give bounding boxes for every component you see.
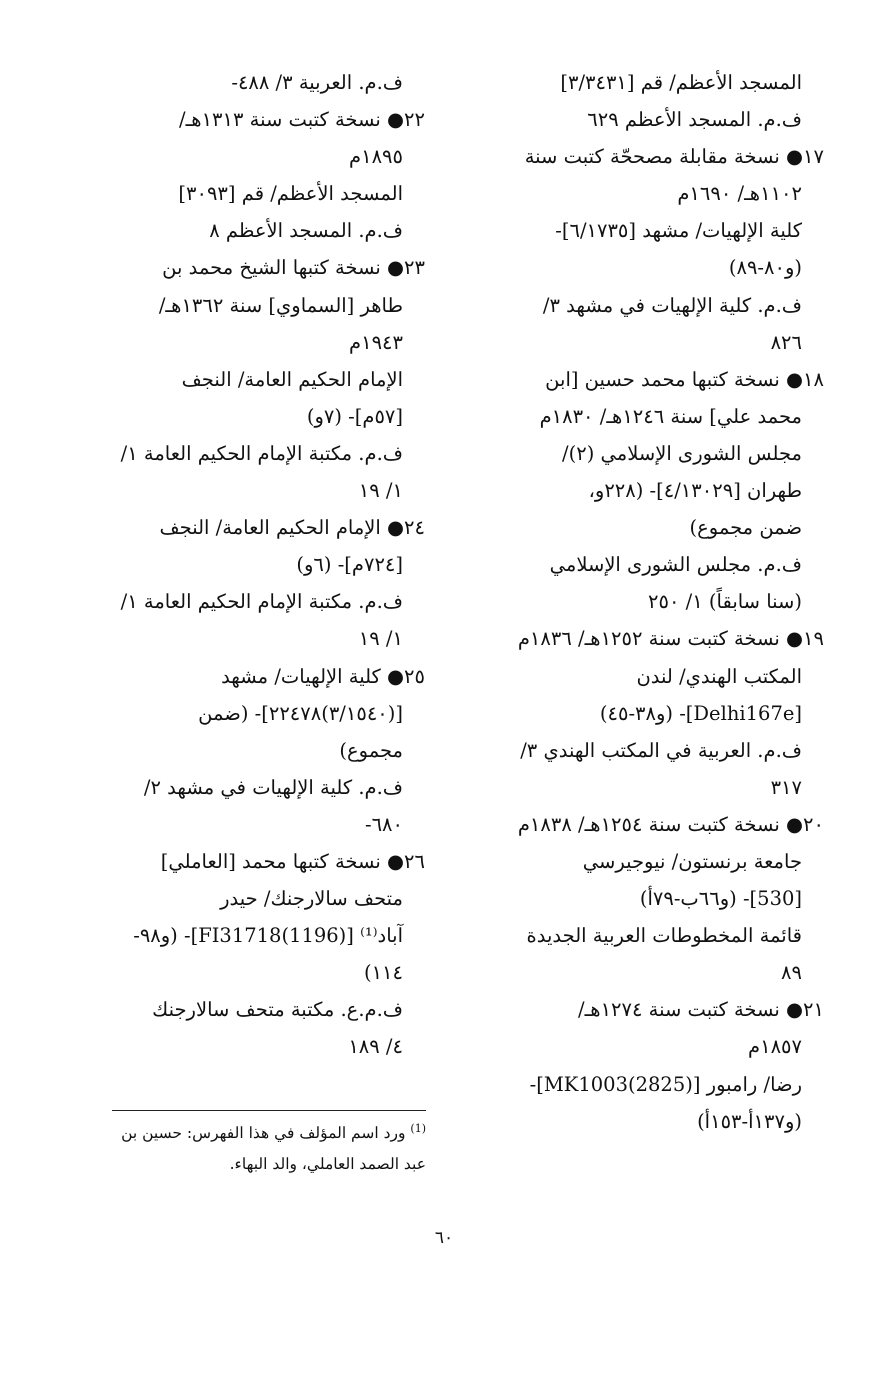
footnote-line-2: عبد الصمد العاملي، والد البهاء.: [229, 1155, 426, 1173]
entry-line: ٨٢٦: [770, 330, 802, 354]
entry-heading-line: ٢٣● نسخة كتبها الشيخ محمد بن: [162, 256, 425, 280]
entry-line: المسجد الأعظم/ قم [٣٠٩٣]: [178, 182, 403, 206]
entry-line: [530]- (و٦٦ب-٧٩أ): [639, 887, 802, 911]
entry-line: ١١٤): [363, 961, 403, 985]
left-column: [80, 64, 425, 1066]
entry-line: طاهر [السماوي] سنة ١٣٦٢هـ/: [158, 293, 403, 317]
entry-line: ٦٨٠-: [364, 812, 403, 836]
entry-line: رضا/ رامبور [MK1003(2825)]-: [529, 1072, 802, 1096]
footnote-marker: (1): [410, 1121, 426, 1135]
entry-line: محمد علي] سنة ١٢٤٦هـ/ ١٨٣٠م: [539, 404, 802, 428]
entry-line: ف.م. كلية الإلهيات في مشهد ٣/: [542, 293, 802, 317]
entry-line: ٣١٧: [770, 775, 802, 799]
entry-line: [Delhi167e]- (و٣٨-٤٥): [599, 701, 802, 725]
entry-line: (سنا سابقاً) ١/ ٢٥٠: [648, 590, 802, 614]
entry-line: الإمام الحكيم العامة/ النجف: [181, 367, 403, 391]
entry-heading-line: ٢٢● نسخة كتبت سنة ١٣١٣هـ/: [179, 108, 425, 132]
entry-line: ٤/ ١٨٩: [348, 1035, 403, 1059]
entry-line: ١٨٩٥م: [349, 145, 403, 169]
entry-heading-line: ١٩● نسخة كتبت سنة ١٢٥٢هـ/ ١٨٣٦م: [517, 627, 824, 651]
entry-line: طهران [٤/١٣٠٢٩]- (٢٢٨و،: [588, 479, 802, 503]
entry-line: ف.م. مكتبة الإمام الحكيم العامة ١/: [120, 590, 403, 614]
entry-line: المسجد الأعظم/ قم [٣/٣٤٣١]: [560, 71, 802, 94]
page-number: ٦٠: [434, 1228, 454, 1248]
entry-line: [٧٢٤م]- (٦و): [296, 553, 403, 577]
entry-heading-line: ٢٤● الإمام الحكيم العامة/ النجف: [159, 516, 425, 540]
entry-heading-line: ١٨● نسخة كتبها محمد حسين [ابن: [545, 367, 824, 391]
entry-heading-line: ١٧● نسخة مقابلة مصححّة كتبت سنة: [524, 145, 824, 169]
entry-line: مجموع): [339, 738, 403, 762]
entry-line: [٥٧م]- (٧و): [306, 404, 403, 428]
entry-heading-line: ٢٠● نسخة كتبت سنة ١٢٥٤هـ/ ١٨٣٨م: [517, 812, 824, 836]
entry-line: ف.م. المسجد الأعظم ٨: [209, 219, 403, 243]
entry-line: كلية الإلهيات/ مشهد [٦/١٧٣٥]-: [555, 219, 802, 243]
entry-line: مجلس الشورى الإسلامي (٢)/: [562, 441, 802, 465]
entry-line: ف.م. مجلس الشورى الإسلامي: [549, 553, 802, 577]
entry-line: ف.م. كلية الإلهيات في مشهد ٢/: [143, 775, 403, 799]
entry-line: آباد⁽¹⁾ [FI31718(1196)]- (و٩٨-: [133, 924, 403, 948]
right-column: [479, 64, 824, 1140]
entry-line: ف.م. مكتبة الإمام الحكيم العامة ١/: [120, 441, 403, 465]
entry-line: ف.م. العربية في المكتب الهندي ٣/: [520, 738, 802, 762]
entry-line: ١/ ١٩: [358, 627, 403, 651]
entry-line: ١٨٥٧م: [748, 1035, 802, 1059]
entry-line: ١١٠٢هـ/ ١٦٩٠م: [677, 182, 802, 206]
entry-line: ١٩٤٣م: [349, 330, 403, 354]
entry-line: (و١٣٧أ-١٥٣أ): [697, 1109, 802, 1133]
entry-line: ف.م. العربية ٣/ ٤٨٨-: [231, 71, 403, 94]
footnote-line-1: [76, 1118, 426, 1149]
entry-line: ١/ ١٩: [358, 479, 403, 503]
entry-line: ف.م. المسجد الأعظم ٦٢٩: [587, 108, 802, 132]
footnote: [76, 1118, 426, 1180]
entry-line: متحف سالارجنك/ حيدر: [220, 887, 403, 911]
footnote-text-1: ورد اسم المؤلف في هذا الفهرس: حسين بن: [121, 1124, 406, 1142]
entry-line: ضمن مجموع): [689, 516, 802, 540]
entry-heading-line: ٢٦● نسخة كتبها محمد [العاملي]: [160, 849, 425, 873]
entry-line: المكتب الهندي/ لندن: [636, 664, 802, 688]
entry-heading-line: ٢١● نسخة كتبت سنة ١٢٧٤هـ/: [578, 998, 824, 1022]
entry-line: [(٣/١٥٤٠)٢٢٤٧٨]- (ضمن: [198, 701, 403, 725]
footnote-separator: [112, 1110, 426, 1111]
entry-line: ٨٩: [781, 961, 802, 985]
entry-heading-line: ٢٥● كلية الإلهيات/ مشهد: [221, 664, 425, 688]
entry-line: جامعة برنستون/ نيوجيرسي: [582, 849, 802, 873]
entry-line: (و٨٠-٨٩): [728, 256, 802, 280]
entry-line: ف.م.ع. مكتبة متحف سالارجنك: [152, 998, 403, 1022]
entry-line: قائمة المخطوطات العربية الجديدة: [526, 924, 802, 948]
